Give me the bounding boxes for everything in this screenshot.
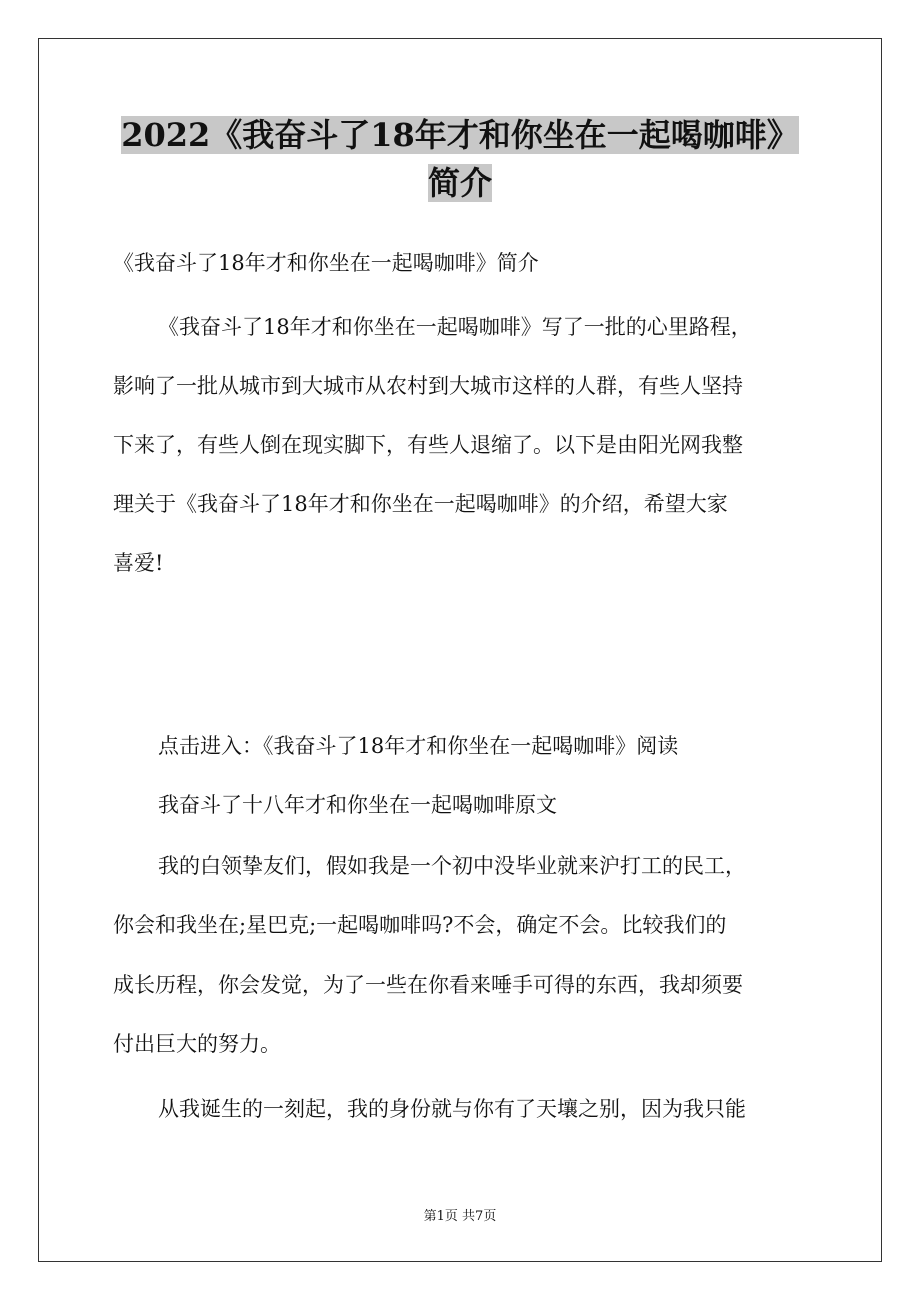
- click-enter-link[interactable]: 点击进入：《我奋斗了18年才和你坐在一起喝咖啡》阅读: [158, 734, 679, 758]
- intro-line: 喜爱!: [113, 551, 164, 575]
- body-line: 付出巨大的努力。: [113, 1032, 281, 1056]
- intro-line: 《我奋斗了18年才和你坐在一起喝咖啡》写了一批的心里路程，: [158, 315, 752, 339]
- body-line: 你会和我坐在;星巴克;一起喝咖啡吗?不会，确定不会。比较我们的: [113, 913, 727, 937]
- intro-line: 理关于《我奋斗了18年才和你坐在一起喝咖啡》的介绍，希望大家: [113, 492, 728, 516]
- body-line: 我的白领挚友们，假如我是一个初中没毕业就来沪打工的民工，: [158, 854, 746, 878]
- page-frame: [38, 38, 882, 1262]
- title-highlight: 简介: [427, 164, 492, 202]
- title-highlight: 2022《我奋斗了18年才和你坐在一起喝咖啡》: [121, 116, 799, 154]
- intro-line: 影响了一批从城市到大城市从农村到大城市这样的人群，有些人坚持: [113, 374, 743, 398]
- intro-line: 下来了，有些人倒在现实脚下，有些人退缩了。以下是由阳光网我整: [113, 433, 743, 457]
- page-number-footer: 第1页 共7页: [423, 1209, 497, 1224]
- body-line: 从我诞生的一刻起，我的身份就与你有了天壤之别，因为我只能: [158, 1097, 746, 1121]
- document-title-line-1: [0, 112, 920, 158]
- body-line: 成长历程，你会发觉，为了一些在你看来唾手可得的东西，我却须要: [113, 973, 743, 997]
- original-heading: 我奋斗了十八年才和你坐在一起喝咖啡原文: [158, 793, 557, 817]
- subtitle: 《我奋斗了18年才和你坐在一起喝咖啡》简介: [113, 251, 539, 275]
- document-title-line-2: [0, 160, 920, 206]
